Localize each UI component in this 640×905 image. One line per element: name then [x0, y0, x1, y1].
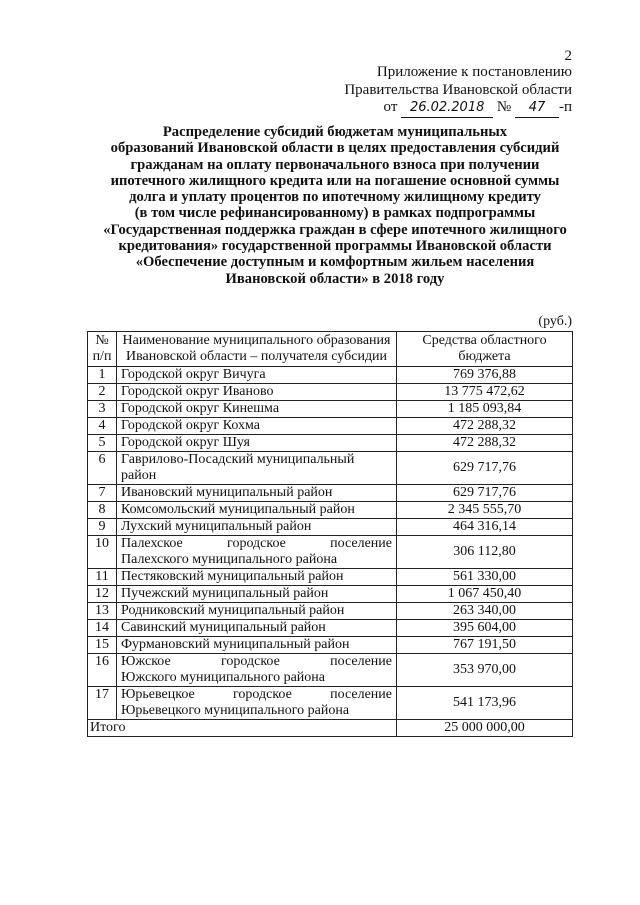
- row-number: 5: [88, 435, 117, 452]
- budget-amount: 561 330,00: [397, 569, 573, 586]
- table-row: [88, 586, 573, 603]
- row-number: 9: [88, 519, 117, 536]
- table-row: [88, 637, 573, 654]
- row-number: 15: [88, 637, 117, 654]
- handwritten-number: 47: [515, 99, 559, 118]
- budget-amount: 395 604,00: [397, 620, 573, 637]
- appendix-line-2: Правительства Ивановской области: [344, 81, 572, 98]
- table-row: [88, 620, 573, 637]
- number-sign: №: [496, 99, 512, 115]
- budget-amount: 2 345 555,70: [397, 502, 573, 519]
- number-suffix: -п: [558, 99, 572, 115]
- title-line: долга и уплату процентов по ипотечному жилищному кредиту: [129, 189, 541, 206]
- row-number: 16: [88, 654, 117, 687]
- name-word: поселение: [330, 536, 392, 551]
- title-line: «Государственная поддержка граждан в сфере ипотечного жилищного: [103, 221, 567, 238]
- appendix-date-line: [344, 99, 572, 118]
- budget-amount: 629 717,76: [397, 485, 573, 502]
- table-row: [88, 418, 573, 435]
- table-row: [88, 536, 573, 569]
- row-number: 8: [88, 502, 117, 519]
- total-row: [88, 720, 573, 737]
- municipality-cell: [117, 637, 397, 654]
- name-word: городское: [221, 654, 280, 669]
- budget-amount: 13 775 472,62: [397, 384, 573, 401]
- budget-amount: 353 970,00: [397, 654, 573, 687]
- handwritten-date: 26.02.2018: [401, 99, 493, 118]
- budget-amount: 464 316,14: [397, 519, 573, 536]
- title-line: Ивановской области» в 2018 году: [225, 270, 445, 287]
- municipality-name: Городской округ Шуя: [121, 435, 250, 450]
- municipality-cell: [117, 603, 397, 620]
- municipality-name: Пестяковский муниципальный район: [121, 569, 344, 584]
- municipality-cell: [117, 620, 397, 637]
- municipality-name: Гаврилово-Посадский муниципальный район: [121, 452, 355, 483]
- name-line-2: Палехского муниципального района: [121, 552, 338, 567]
- name-line-2: Юрьевецкого муниципального района: [121, 703, 350, 718]
- municipality-name: Городской округ Вичуга: [121, 367, 266, 382]
- row-number: 14: [88, 620, 117, 637]
- municipality-name: Фурмановский муниципальный район: [121, 637, 350, 652]
- municipality-cell: [117, 418, 397, 435]
- row-number: 6: [88, 452, 117, 485]
- budget-amount: 629 717,76: [397, 452, 573, 485]
- municipality-name: Родниковский муниципальный район: [121, 603, 345, 618]
- total-value: 25 000 000,00: [397, 720, 573, 737]
- title-line: «Обеспечение доступным и комфортным жильем населения: [135, 254, 535, 271]
- name-word: городское: [233, 687, 292, 702]
- municipality-cell: [117, 367, 397, 384]
- table-row: [88, 519, 573, 536]
- municipality-cell: [117, 384, 397, 401]
- municipality-name: Ивановский муниципальный район: [121, 485, 333, 500]
- budget-amount: 1 067 450,40: [397, 586, 573, 603]
- budget-amount: 767 191,50: [397, 637, 573, 654]
- municipality-name: Городской округ Кинешма: [121, 401, 280, 416]
- header-value: Средства областного бюджета: [397, 332, 573, 367]
- table-row: [88, 687, 573, 720]
- municipality-cell: [117, 536, 397, 569]
- row-number: 10: [88, 536, 117, 569]
- row-number: 17: [88, 687, 117, 720]
- title-line: (в том числе рефинансированному) в рамках подпрограммы: [134, 205, 536, 222]
- municipality-name: Савинский муниципальный район: [121, 620, 326, 635]
- table-row: [88, 485, 573, 502]
- table-row: [88, 401, 573, 418]
- table-row: [88, 384, 573, 401]
- row-number: 13: [88, 603, 117, 620]
- budget-amount: 263 340,00: [397, 603, 573, 620]
- title-line: образований Ивановской области в целях предоставления субсидий: [110, 140, 560, 157]
- table-header-row: [88, 332, 573, 367]
- budget-amount: 1 185 093,84: [397, 401, 573, 418]
- row-number: 4: [88, 418, 117, 435]
- total-label: Итого: [88, 720, 397, 737]
- municipality-cell: [117, 401, 397, 418]
- row-number: 7: [88, 485, 117, 502]
- header-name: Наименование муниципального образования Ивановской области – получателя субсидии: [117, 332, 397, 367]
- title-line: кредитования» государственной программы Ивановской области: [118, 238, 552, 255]
- unit-label: (руб.): [538, 314, 572, 329]
- table-row: [88, 654, 573, 687]
- budget-amount: 306 112,80: [397, 536, 573, 569]
- municipality-cell: [117, 569, 397, 586]
- appendix-header: [344, 64, 572, 118]
- budget-amount: 472 288,32: [397, 418, 573, 435]
- appendix-line-1: Приложение к постановлению: [376, 64, 572, 80]
- municipality-name: Лухский муниципальный район: [121, 519, 312, 534]
- name-word: поселение: [330, 654, 392, 669]
- page-number: 2: [564, 48, 572, 64]
- row-number: 1: [88, 367, 117, 384]
- table-row: [88, 603, 573, 620]
- date-prefix: от: [383, 99, 398, 115]
- municipality-cell: [117, 519, 397, 536]
- name-word: городское: [227, 536, 286, 551]
- document-title: [80, 124, 590, 287]
- table-row: [88, 502, 573, 519]
- title-line: гражданам на оплату первоначального взноса при получении: [130, 156, 540, 173]
- municipality-cell: [117, 586, 397, 603]
- row-number: 3: [88, 401, 117, 418]
- name-word: Южское: [121, 654, 171, 669]
- municipality-name: Комсомольский муниципальный район: [121, 502, 355, 517]
- subsidy-table: [87, 331, 573, 737]
- municipality-cell: [117, 687, 397, 720]
- title-line: Распределение субсидий бюджетам муниципальных: [162, 124, 508, 140]
- budget-amount: 541 173,96: [397, 687, 573, 720]
- row-number: 12: [88, 586, 117, 603]
- municipality-cell: [117, 452, 397, 485]
- municipality-name: Пучежский муниципальный район: [121, 586, 329, 601]
- row-number: 2: [88, 384, 117, 401]
- municipality-cell: [117, 502, 397, 519]
- table-row: [88, 367, 573, 384]
- header-number: № п/п: [88, 332, 117, 367]
- municipality-cell: [117, 654, 397, 687]
- table-row: [88, 569, 573, 586]
- title-line: ипотечного жилищного кредита или на погашение основной суммы: [110, 172, 560, 189]
- name-line-2: Южского муниципального района: [121, 670, 326, 685]
- municipality-cell: [117, 435, 397, 452]
- municipality-name: Городской округ Кохма: [121, 418, 261, 433]
- name-word: поселение: [330, 687, 392, 702]
- name-word: Палехское: [121, 536, 183, 551]
- municipality-name: Городской округ Иваново: [121, 384, 274, 399]
- municipality-cell: [117, 485, 397, 502]
- row-number: 11: [88, 569, 117, 586]
- budget-amount: 769 376,88: [397, 367, 573, 384]
- budget-amount: 472 288,32: [397, 435, 573, 452]
- table-row: [88, 452, 573, 485]
- name-word: Юрьевецкое: [121, 687, 195, 702]
- table-row: [88, 435, 573, 452]
